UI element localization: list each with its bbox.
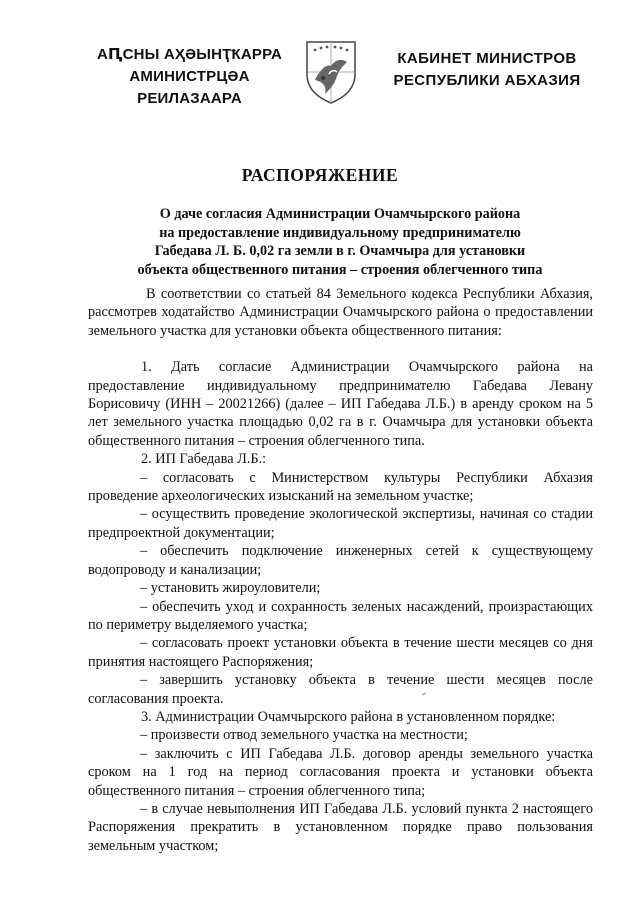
subject-line: Габедава Л. Б. 0,02 га земли в г. Очамчыра для установки [154,243,526,259]
letterhead [0,40,640,110]
clause-2-item: – обеспечить подключение инженерных сетей к существующему водопроводу и канализации; [88,543,593,578]
coat-of-arms-emblem [305,40,357,104]
clause-3-item: – в случае невыполнения ИП Габедава Л.Б. условий пункта 2 настоящего Распоряжения прекратить в установленном порядке право пользования земельным участком; [88,800,593,854]
clause-1: 1. Дать согласие Администрации Очамчырского района на предоставление индивидуальному предпринимателю Габедава Левану Борисовичу (ИНН – 20021266) (далее – ИП Габедава Л.Б.) в аренду сроком на 5 лет земельного участка площадью 0,02 га в г. Очамчыра для установки объекта общественного питания – строения облегченного типа. [88,359,593,449]
intro-paragraph: В соответствии со статьей 84 Земельного кодекса Республики Абхазия, рассмотрев ходатайство Администрации Очамчырского района о предоставлении земельного участка для установки объекта общественного питания: [88,286,593,339]
cabinet-name-line2: РЕСПУБЛИКИ АБХАЗИЯ [393,72,581,89]
clause-2-item: – согласовать проект установки объекта в течение шести месяцев со дня принятия настоящего Распоряжения; [88,635,593,670]
clause-3-item: – заключить с ИП Габедава Л.Б. договор аренды земельного участка сроком на 1 год на период согласования проекта и установки объекта общественного питания – строения облегченного типа; [88,745,593,799]
subject-line: объекта общественного питания – строения облегченного типа [137,261,543,278]
clause-2-item: – осуществить проведение экологической экспертизы, начиная со стадии предпроектной документации; [88,506,593,541]
document-body [88,285,593,855]
clause-2-item: – обеспечить уход и сохранность зеленых насаждений, произрастающих по периметру выделяемого участка; [88,598,593,633]
abkhaz-name-line1: АԤСНЫ АҲӘЫНҬҞАРРА [96,46,283,63]
subject-line: на предоставление индивидуальному предпринимателю [159,224,521,241]
clause-3: 3. Администрации Очамчырского района в установленном порядке: [141,708,556,725]
cabinet-name [382,48,592,92]
clause-2-item: – согласовать с Министерством культуры Республики Абхазия проведение археологических изысканий на земельном участке; [88,469,593,505]
abkhaz-name-line2: АМИНИСТРЦӘА РЕИЛАЗААРА [129,68,250,107]
clause-2: 2. ИП Габедава Л.Б.: [141,451,267,468]
clause-2-item: – завершить установку объекта в течение шести месяцев после согласования проекта. [88,672,593,707]
document-subject [80,205,600,279]
clause-2-item: – установить жироуловители; [140,580,321,597]
document-title: РАСПОРЯЖЕНИЕ [241,165,399,185]
clause-3-item: – произвести отвод земельного участка на местности; [140,727,468,744]
subject-line: О даче согласия Администрации Очамчырского района [159,206,521,222]
cabinet-name-line1: КАБИНЕТ МИНИСТРОВ [397,50,577,67]
abkhaz-authority-name [82,44,297,110]
